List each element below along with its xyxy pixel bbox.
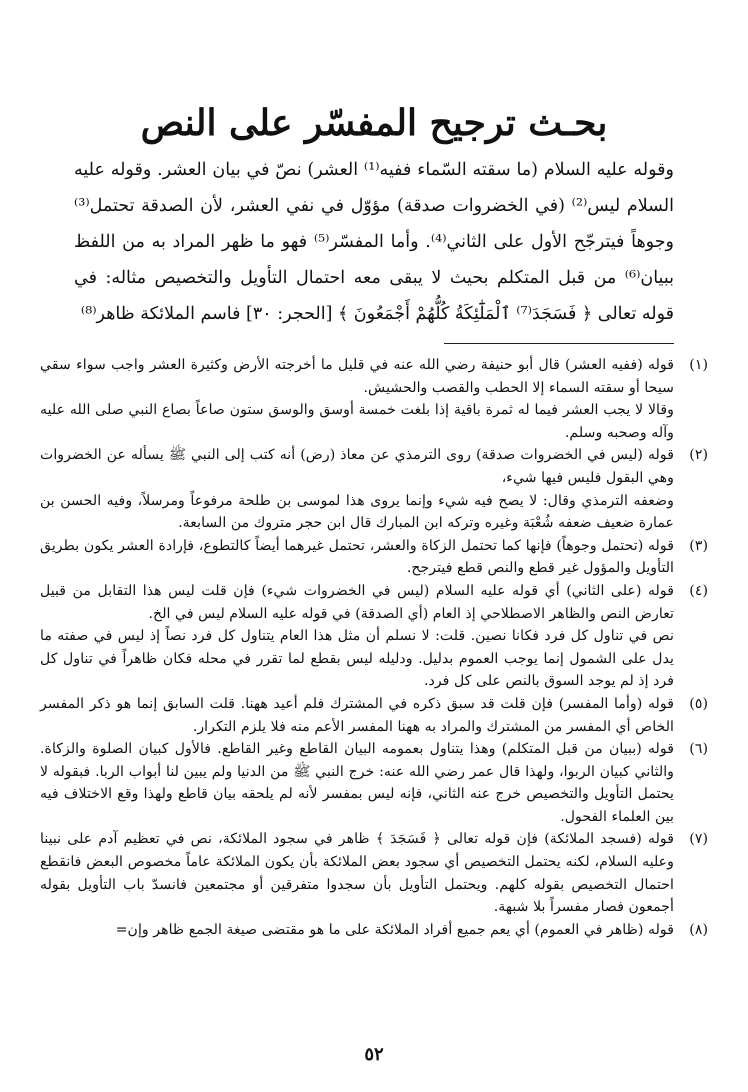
footnote-number: (٧) — [689, 831, 708, 848]
footnote-8 — [40, 919, 708, 942]
footnote-number: (٢) — [689, 447, 708, 464]
footnote-paragraph: قوله (ظاهر في العموم) أي يعم جميع أفراد الملائكة على ما هو مقتضى صيغة الجمع ظاهر وإن= — [115, 921, 674, 938]
footnote-text — [40, 693, 674, 738]
footnote-paragraph: قوله (ففيه العشر) قال أبو حنيفة رضي الله عنه في قليل ما أخرجته الأرض وكثيرة العشر واجب سواء سقي سيحا أو سقته السماء إلا الحطب والقصب والحشيش. — [40, 357, 674, 396]
footnote-paragraph: وقالا لا يجب العشر فيما له ثمرة باقية إذا بلغت خمسة أوسق والوسق ستون صاعاً بصاع النبي صلى الله عليه وآله وصحبه وسلم. — [40, 402, 674, 441]
footnote-2 — [40, 444, 708, 534]
page-title: بحـث ترجيح المفسّر على النص — [140, 102, 608, 145]
main-paragraph: وقوله عليه السلام (ما سقته السّماء ففيه⁽¹⁾ العشر) نصّ في بيان العشر. وقوله عليه السلام ليس⁽²⁾ (في الخضروات صدقة) مؤوّل في نفي العشر، لأن الصدقة تحتمل⁽³⁾ وجوهاً فيترجّح الأول على الثاني⁽⁴⁾. وأما المفسّر⁽⁵⁾ فهو ما ظهر المراد به من اللفظ ببيان⁽⁶⁾ من قبل المتكلم بحيث لا يبقى معه احتمال التأويل والتخصيص مثاله: في قوله تعالى ﴿ فَسَجَدَ⁽⁷⁾ ٱلْمَلَٰٓئِكَةُ كُلُّهُمْ أَجْمَعُونَ ﴾ [الحجر: ٣٠] فاسم الملائكة ظاهر⁽⁸⁾ — [74, 160, 674, 324]
footnote-number: (١) — [689, 357, 708, 373]
footnote-paragraph: قوله (على الثاني) أي قوله عليه السلام (ليس في الخضروات شيء) فإن قلت ليس هذا التقابل من قبيل تعارض النص والظاهر الاصطلاحي إذ العام (أي الصدقة) في قوله عليه السلام ليس في الخ. — [40, 582, 674, 622]
footnote-text — [40, 354, 674, 444]
footnote-text — [40, 828, 674, 918]
footnote-text — [40, 919, 674, 942]
footnote-paragraph: قوله (تحتمل وجوهاً) فإنها كما تحتمل الزكاة والعشر، تحتمل غيرهما أيضاً كالتطوع، فإرادة العشر يكون بطريق التأويل والمؤول غير قطع والنص قطع فيترجح. — [40, 537, 674, 577]
footnote-7 — [40, 828, 708, 918]
footnote-text — [40, 535, 674, 580]
footnote-number: (٤) — [689, 582, 708, 599]
footnote-paragraph: قوله (وأما المفسر) فإن قلت قد سبق ذكره في المشترك فلم أعيد ههنا. قلت السابق إنما هو ذكر المفسر الخاص أي المفسر من المشترك والمراد به ههنا المفسر الأعم منه فلا يلزم التكرار. — [40, 695, 674, 735]
footnote-number: (٣) — [689, 537, 708, 554]
footnote-paragraph: وضعفه الترمذي وقال: لا يصح فيه شيء وإنما يروى هذا لموسى بن طلحة مرفوعاً ومرسلاً، وفيه الحسن بن عمارة ضعيف ضعفه شُعْبَة وغيره وتركه ابن المبارك قال ابن حجر متروك من السابعة. — [40, 492, 674, 532]
footnote-paragraph: نص في تناول كل فرد فكانا نصين. قلت: لا نسلم أن مثل هذا العام يتناول كل فرد نصاً إذ ليس في صفته ما يدل على الشمول إنما يوجب العموم بدليل. ودليله ليس بقطع لما تقرر في محله فكان ظاهراً في تناول كل فرد إذ لم يوجد السوق بالنص على كل فرد. — [40, 628, 674, 690]
footnote-text — [40, 580, 674, 693]
footnote-text — [40, 444, 674, 534]
main-text — [74, 152, 674, 332]
footnote-3 — [40, 535, 708, 580]
footnote-6 — [40, 738, 708, 828]
footnote-5 — [40, 693, 708, 738]
footnote-4 — [40, 580, 708, 693]
footnote-paragraph: قوله (ببيان من قبل المتكلم) وهذا يتناول بعمومه البيان القاطع وغير القاطع. فالأول كبيان الصلوة والزكاة. والثاني كبيان الربوا، ولهذا قال عمر رضي الله عنه: خرج النبي ﷺ من الدنيا ولم يبين لنا أبواب الربا. فبقوله لا يحتمل التأويل والتخصيص خرج عنه الثاني، فإنه ليس بمفسر لأنه لم يلحقه بيان قاطع ولهذا وقع الاختلاف فيه بين العلماء الفحول. — [40, 741, 674, 825]
footnote-number: (٥) — [689, 695, 708, 712]
footnote-number: (٨) — [689, 921, 708, 938]
footnote-paragraph: قوله (فسجد الملائكة) فإن قوله تعالى ﴿ فَسَجَدَ ﴾ ظاهر في سجود الملائكة، نص في تعظيم آدم على نبينا وعليه السلام، لكنه يحتمل التخصيص أي سجود بعض الملائكة بأن يكون الملائكة عاماً مخصوص البعض فانقطع احتمال التخصيص بقوله كلهم. ويحتمل التأويل بأن سجدوا متفرقين أو مجتمعين فانسدّ باب التأويل بقوله أجمعون فصار مفسراً بلا شبهة. — [40, 831, 674, 916]
footnotes — [40, 354, 708, 941]
footnote-divider — [444, 343, 674, 344]
footnote-text — [40, 738, 674, 828]
footnote-paragraph: قوله (ليس في الخضروات صدقة) روى الترمذي عن معاذ (رض) أنه كتب إلى النبي ﷺ يسأله عن الخضروات وهي البقول فليس فيها شيء، — [40, 447, 674, 486]
page-number: ٥٢ — [364, 1044, 384, 1065]
footnote-number: (٦) — [689, 741, 708, 758]
footnote-1 — [40, 354, 708, 444]
